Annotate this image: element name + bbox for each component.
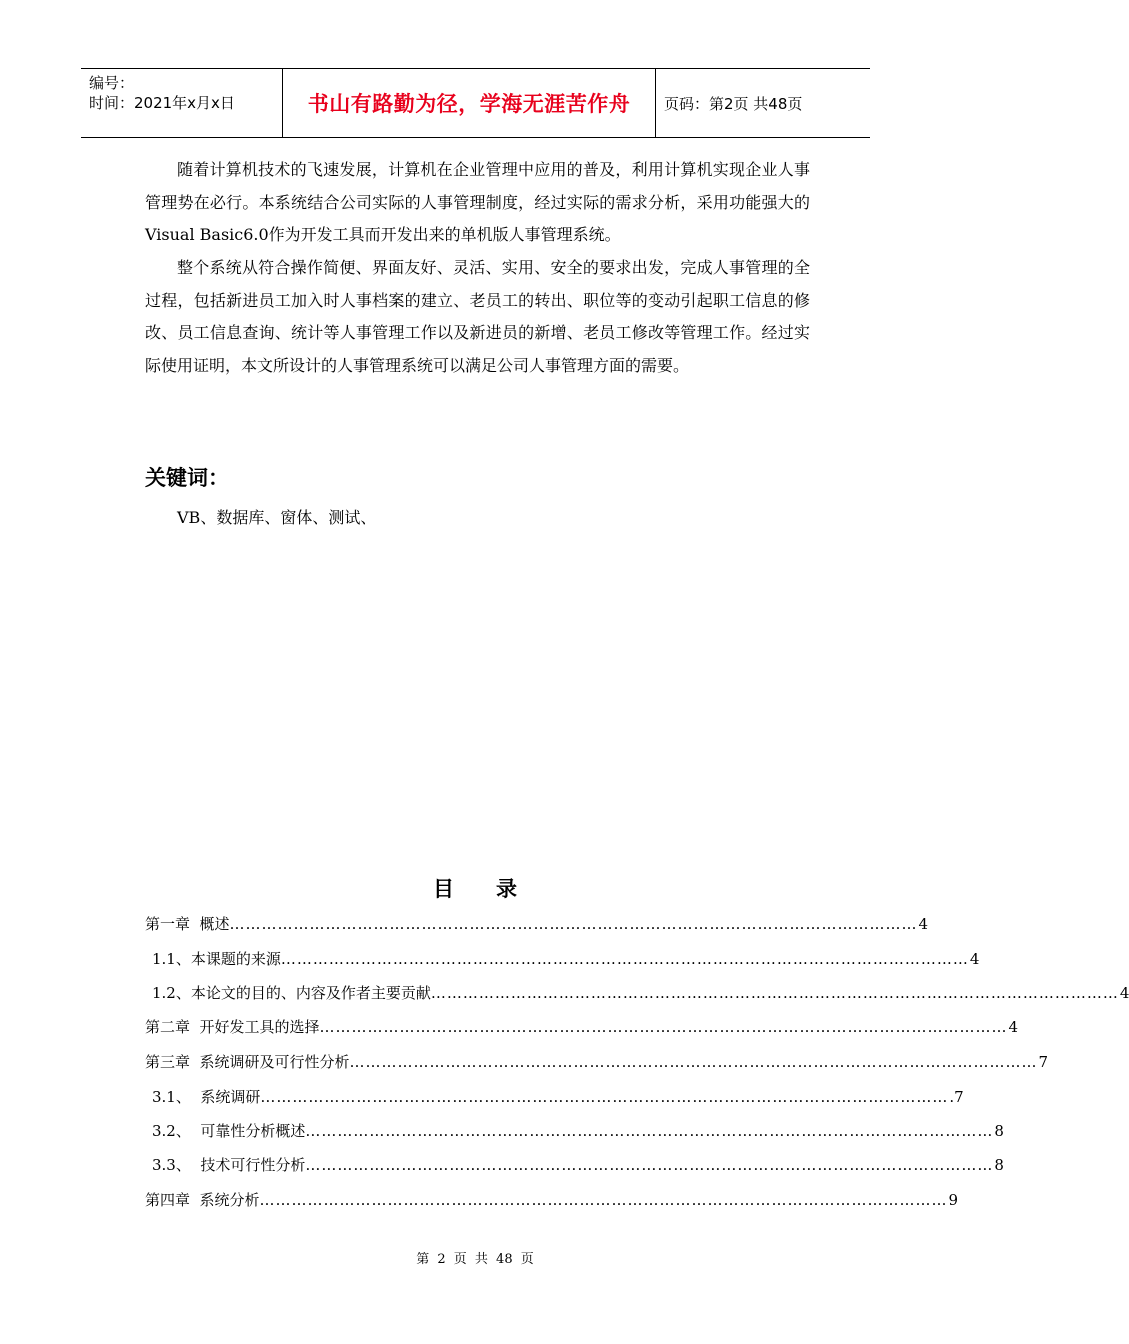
toc-leader: ………………………………………………………………………………………………………………… (305, 1122, 994, 1140)
header-motto-cell (282, 69, 656, 137)
abstract-paragraph-2: 整个系统从符合操作简便、界面友好、灵活、实用、安全的要求出发，完成人事管理的全过程，包括新进员工加入时人事档案的建立、老员工的转出、职位等的变动引起职工信息的修改、员工信息查询、统计等人事管理工作以及新进员的新增、老员工修改等管理工作。经过实际使用证明，本文所设计的人事管理系统可以满足公司人事管理方面的需要。 (145, 258, 810, 375)
toc-entry-page: 8 (994, 1122, 1004, 1140)
toc-leader: ………………………………………………………………………………………………………………… (260, 1088, 949, 1106)
toc-entry[interactable] (152, 948, 980, 970)
toc-entry[interactable] (145, 1051, 1049, 1073)
toc-entry-page: 4 (969, 950, 980, 968)
toc-entry-page: 9 (948, 1191, 959, 1209)
toc-entry[interactable] (152, 1154, 1004, 1176)
toc-entry-page: 4 (1008, 1018, 1019, 1036)
page-header (81, 68, 870, 138)
toc-leader: ………………………………………………………………………………………………………………… (305, 1156, 994, 1174)
toc-entry[interactable] (152, 1086, 964, 1108)
keywords-heading: 关键词： (145, 466, 229, 490)
toc-leader: ………………………………………………………………………………………………………………… (280, 950, 969, 968)
toc-title (0, 873, 950, 903)
toc-entry-label: 1.2、本论文的目的、内容及作者主要贡献 (152, 984, 431, 1002)
header-meta (81, 69, 282, 137)
toc-entry-page: 8 (994, 1156, 1004, 1174)
toc-entry-label: 3.1、 系统调研 (152, 1088, 261, 1106)
toc-entry-page: 7 (1038, 1053, 1049, 1071)
toc-entry-label: 第一章 概述 (145, 915, 230, 933)
toc-entry[interactable] (145, 1016, 1019, 1038)
toc-entry-page: 4 (918, 915, 929, 933)
header-page-info: 页码：第2页 共48页 (664, 94, 803, 113)
toc-title-char-2: 录 (496, 877, 517, 901)
toc-entry-label: 3.2、 可靠性分析概述 (152, 1122, 306, 1140)
toc-entry[interactable] (152, 982, 1129, 1004)
toc-entry-page: .7 (949, 1088, 964, 1106)
toc-entry-label: 第二章 开好发工具的选择 (145, 1018, 320, 1036)
toc-entry[interactable] (152, 1120, 1004, 1142)
doc-date: 时间：2021年x月x日 (89, 94, 235, 112)
toc-leader: ………………………………………………………………………………………………………………… (259, 1191, 948, 1209)
toc-entry-label: 1.1、本课题的来源 (152, 950, 281, 968)
toc-entry-page: 4 (1119, 984, 1129, 1002)
toc-entry-label: 第三章 系统调研及可行性分析 (145, 1053, 350, 1071)
header-motto: 书山有路勤为径，学海无涯苦作舟 (307, 92, 631, 116)
toc-entry-label: 第四章 系统分析 (145, 1191, 260, 1209)
toc-entry[interactable] (145, 913, 929, 935)
page-footer: 第 2 页 共 48 页 (416, 1252, 534, 1267)
toc-entry-label: 3.3、 技术可行性分析 (152, 1156, 306, 1174)
toc-leader: ………………………………………………………………………………………………………………… (430, 984, 1119, 1002)
abstract-paragraph-1: 随着计算机技术的飞速发展，计算机在企业管理中应用的普及，利用计算机实现企业人事管理势在必行。本系统结合公司实际的人事管理制度，经过实际的需求分析，采用功能强大的Visual Basic6.0作为开发工具而开发出来的单机版人事管理系统。 (145, 160, 810, 244)
toc-leader: ………………………………………………………………………………………………………………… (229, 915, 918, 933)
toc-leader: ………………………………………………………………………………………………………………… (349, 1053, 1038, 1071)
toc-title-char-1: 目 (433, 877, 454, 901)
toc-entry[interactable] (145, 1189, 959, 1211)
keywords-text: VB、数据库、窗体、测试、 (177, 508, 377, 527)
toc-leader: ………………………………………………………………………………………………………………… (319, 1018, 1008, 1036)
doc-number-label: 编号： (89, 74, 135, 92)
